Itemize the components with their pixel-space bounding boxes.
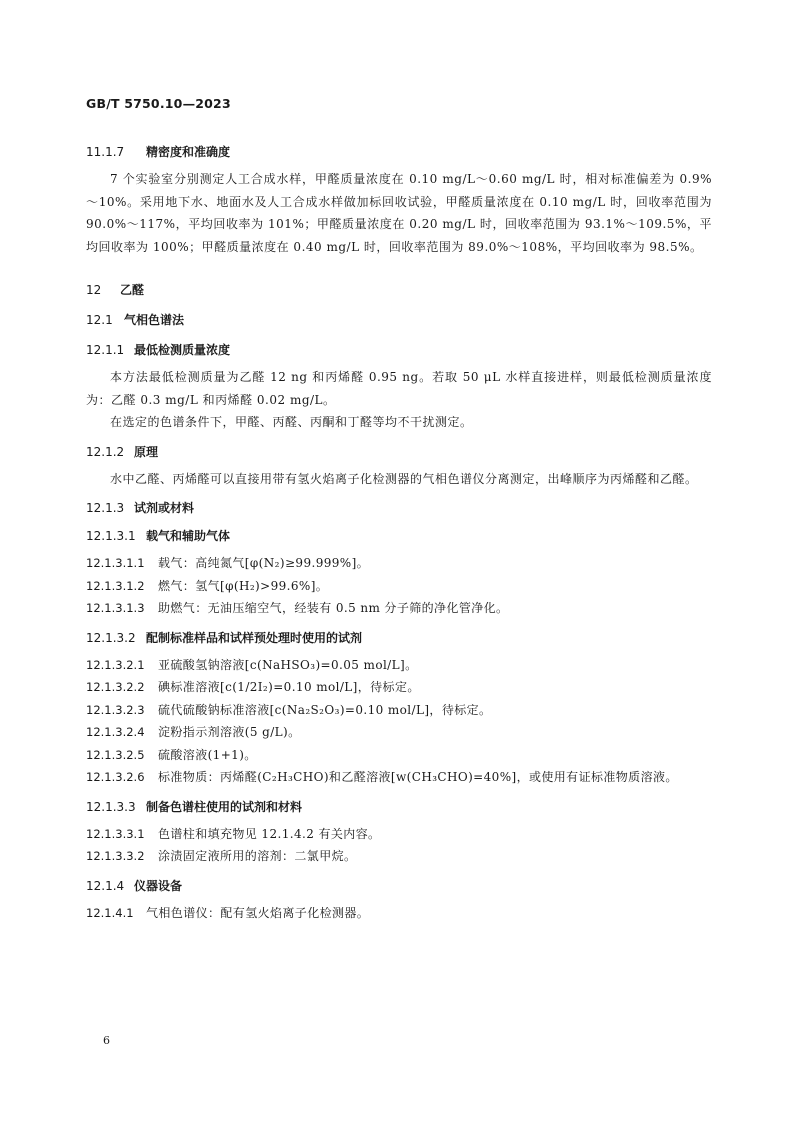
list-item <box>86 845 712 868</box>
document-body <box>86 142 712 924</box>
item-text: 硫代硫酸钠标准溶液[c(Na₂S₂O₃)=0.10 mol/L]，待标定。 <box>158 702 492 717</box>
list-item <box>86 902 712 925</box>
paragraph-precision: 7 个实验室分别测定人工合成水样，甲醛质量浓度在 0.10 mg/L～0.60 mg/L 时，相对标准偏差为 0.9%～10%。采用地下水、地面水及人工合成水样做加标回收试验，甲醛质量浓度在 0.10 mg/L 时，回收率范围为 90.0%～117%，平均回收率为 101%；甲醛质量浓度在 0.20 mg/L 时，回收率范围为 93.1%～109.5%，平均回收率为 100%；甲醛质量浓度在 0.40 mg/L 时，回收率范围为 89.0%～108%，平均回收率为 98.5%。 <box>86 172 712 254</box>
item-text: 气相色谱仪：配有氢火焰离子化检测器。 <box>146 905 370 920</box>
item-text: 载气：高纯氮气[φ(N₂)≥99.999%]。 <box>158 556 370 570</box>
section-number: 12.1.2 <box>86 444 125 459</box>
section-number: 11.1.7 <box>86 145 125 159</box>
item-number: 12.1.3.2.5 <box>86 747 145 762</box>
item-text: 助燃气：无油压缩空气，经装有 0.5 nm 分子筛的净化管净化。 <box>158 601 509 615</box>
item-number: 12.1.3.2.2 <box>86 680 145 694</box>
list-item <box>86 766 712 789</box>
heading-12-1-3-2 <box>86 628 712 648</box>
item-number: 12.1.3.1.1 <box>86 556 145 570</box>
list-item <box>86 699 712 722</box>
section-title: 载气和辅助气体 <box>146 529 231 543</box>
item-text: 碘标准溶液[c(1/2I₂)=0.10 mol/L]，待标定。 <box>158 680 420 694</box>
item-number: 12.1.4.1 <box>86 905 134 920</box>
section-number: 12.1.3.3 <box>86 799 136 814</box>
section-number: 12.1.3.1 <box>86 529 136 543</box>
list-item <box>86 575 712 598</box>
section-title: 配制标准样品和试样预处理时使用的试剂 <box>146 630 363 645</box>
heading-12-1-3-3 <box>86 797 712 817</box>
item-number: 12.1.3.3.1 <box>86 826 145 841</box>
section-title: 仪器设备 <box>134 878 183 893</box>
heading-12-1-3-1 <box>86 526 712 546</box>
item-number: 12.1.3.2.1 <box>86 657 145 672</box>
heading-12-1-3 <box>86 498 712 518</box>
paragraph-interference: 在选定的色谱条件下，甲醛、丙醛、丙酮和丁醛等均不干扰测定。 <box>110 415 473 429</box>
page-number: 6 <box>103 1034 110 1047</box>
list-item <box>86 676 712 699</box>
list-item <box>86 744 712 767</box>
section-title: 精密度和准确度 <box>146 145 231 159</box>
heading-12-1 <box>86 310 712 330</box>
list-item <box>86 597 712 620</box>
section-title: 制备色谱柱使用的试剂和材料 <box>146 799 303 814</box>
section-title: 气相色谱法 <box>124 313 185 327</box>
heading-12-1-2 <box>86 442 712 462</box>
section-number: 12.1 <box>86 313 113 327</box>
item-text: 亚硫酸氢钠溶液[c(NaHSO₃)=0.05 mol/L]。 <box>158 657 418 672</box>
heading-12 <box>86 280 712 300</box>
list-item <box>86 552 712 575</box>
item-text: 燃气：氢气[φ(H₂)>99.6%]。 <box>158 578 329 593</box>
paragraph-detection-limit: 本方法最低检测质量为乙醛 12 ng 和丙烯醛 0.95 ng。若取 50 μL 水样直接进样，则最低检测质量浓度为：乙醛 0.3 mg/L 和丙烯醛 0.02 mg/L。 <box>86 370 712 407</box>
heading-12-1-1 <box>86 340 712 360</box>
heading-12-1-4 <box>86 876 712 896</box>
list-item <box>86 823 712 846</box>
section-number: 12.1.3 <box>86 501 125 515</box>
section-number: 12 <box>86 283 102 297</box>
section-title: 乙醛 <box>120 283 145 297</box>
item-number: 12.1.3.1.3 <box>86 601 145 615</box>
item-text: 标准物质：丙烯醛(C₂H₃CHO)和乙醛溶液[w(CH₃CHO)=40%]，或使用有证标准物质溶液。 <box>158 770 678 784</box>
section-number: 12.1.4 <box>86 878 125 893</box>
item-number: 12.1.3.2.6 <box>86 770 145 784</box>
item-number: 12.1.3.2.3 <box>86 702 145 717</box>
item-text: 淀粉指示剂溶液(5 g/L)。 <box>158 725 301 739</box>
paragraph-principle: 水中乙醛、丙烯醛可以直接用带有氢火焰离子化检测器的气相色谱仪分离测定，出峰顺序为丙烯醛和乙醛。 <box>110 471 698 486</box>
list-item <box>86 654 712 677</box>
list-item <box>86 721 712 744</box>
item-number: 12.1.3.3.2 <box>86 849 145 863</box>
standard-code: GB/T 5750.10—2023 <box>86 96 231 111</box>
section-title: 原理 <box>134 444 159 459</box>
section-title: 最低检测质量浓度 <box>134 343 231 357</box>
item-text: 硫酸溶液(1+1)。 <box>158 747 257 762</box>
item-text: 色谱柱和填充物见 12.1.4.2 有关内容。 <box>158 826 381 841</box>
heading-11-1-7 <box>86 142 712 162</box>
item-text: 涂渍固定液所用的溶剂：二氯甲烷。 <box>158 849 357 863</box>
item-number: 12.1.3.1.2 <box>86 578 145 593</box>
section-number: 12.1.1 <box>86 343 125 357</box>
item-number: 12.1.3.2.4 <box>86 725 145 739</box>
section-number: 12.1.3.2 <box>86 630 136 645</box>
section-title: 试剂或材料 <box>134 501 195 515</box>
